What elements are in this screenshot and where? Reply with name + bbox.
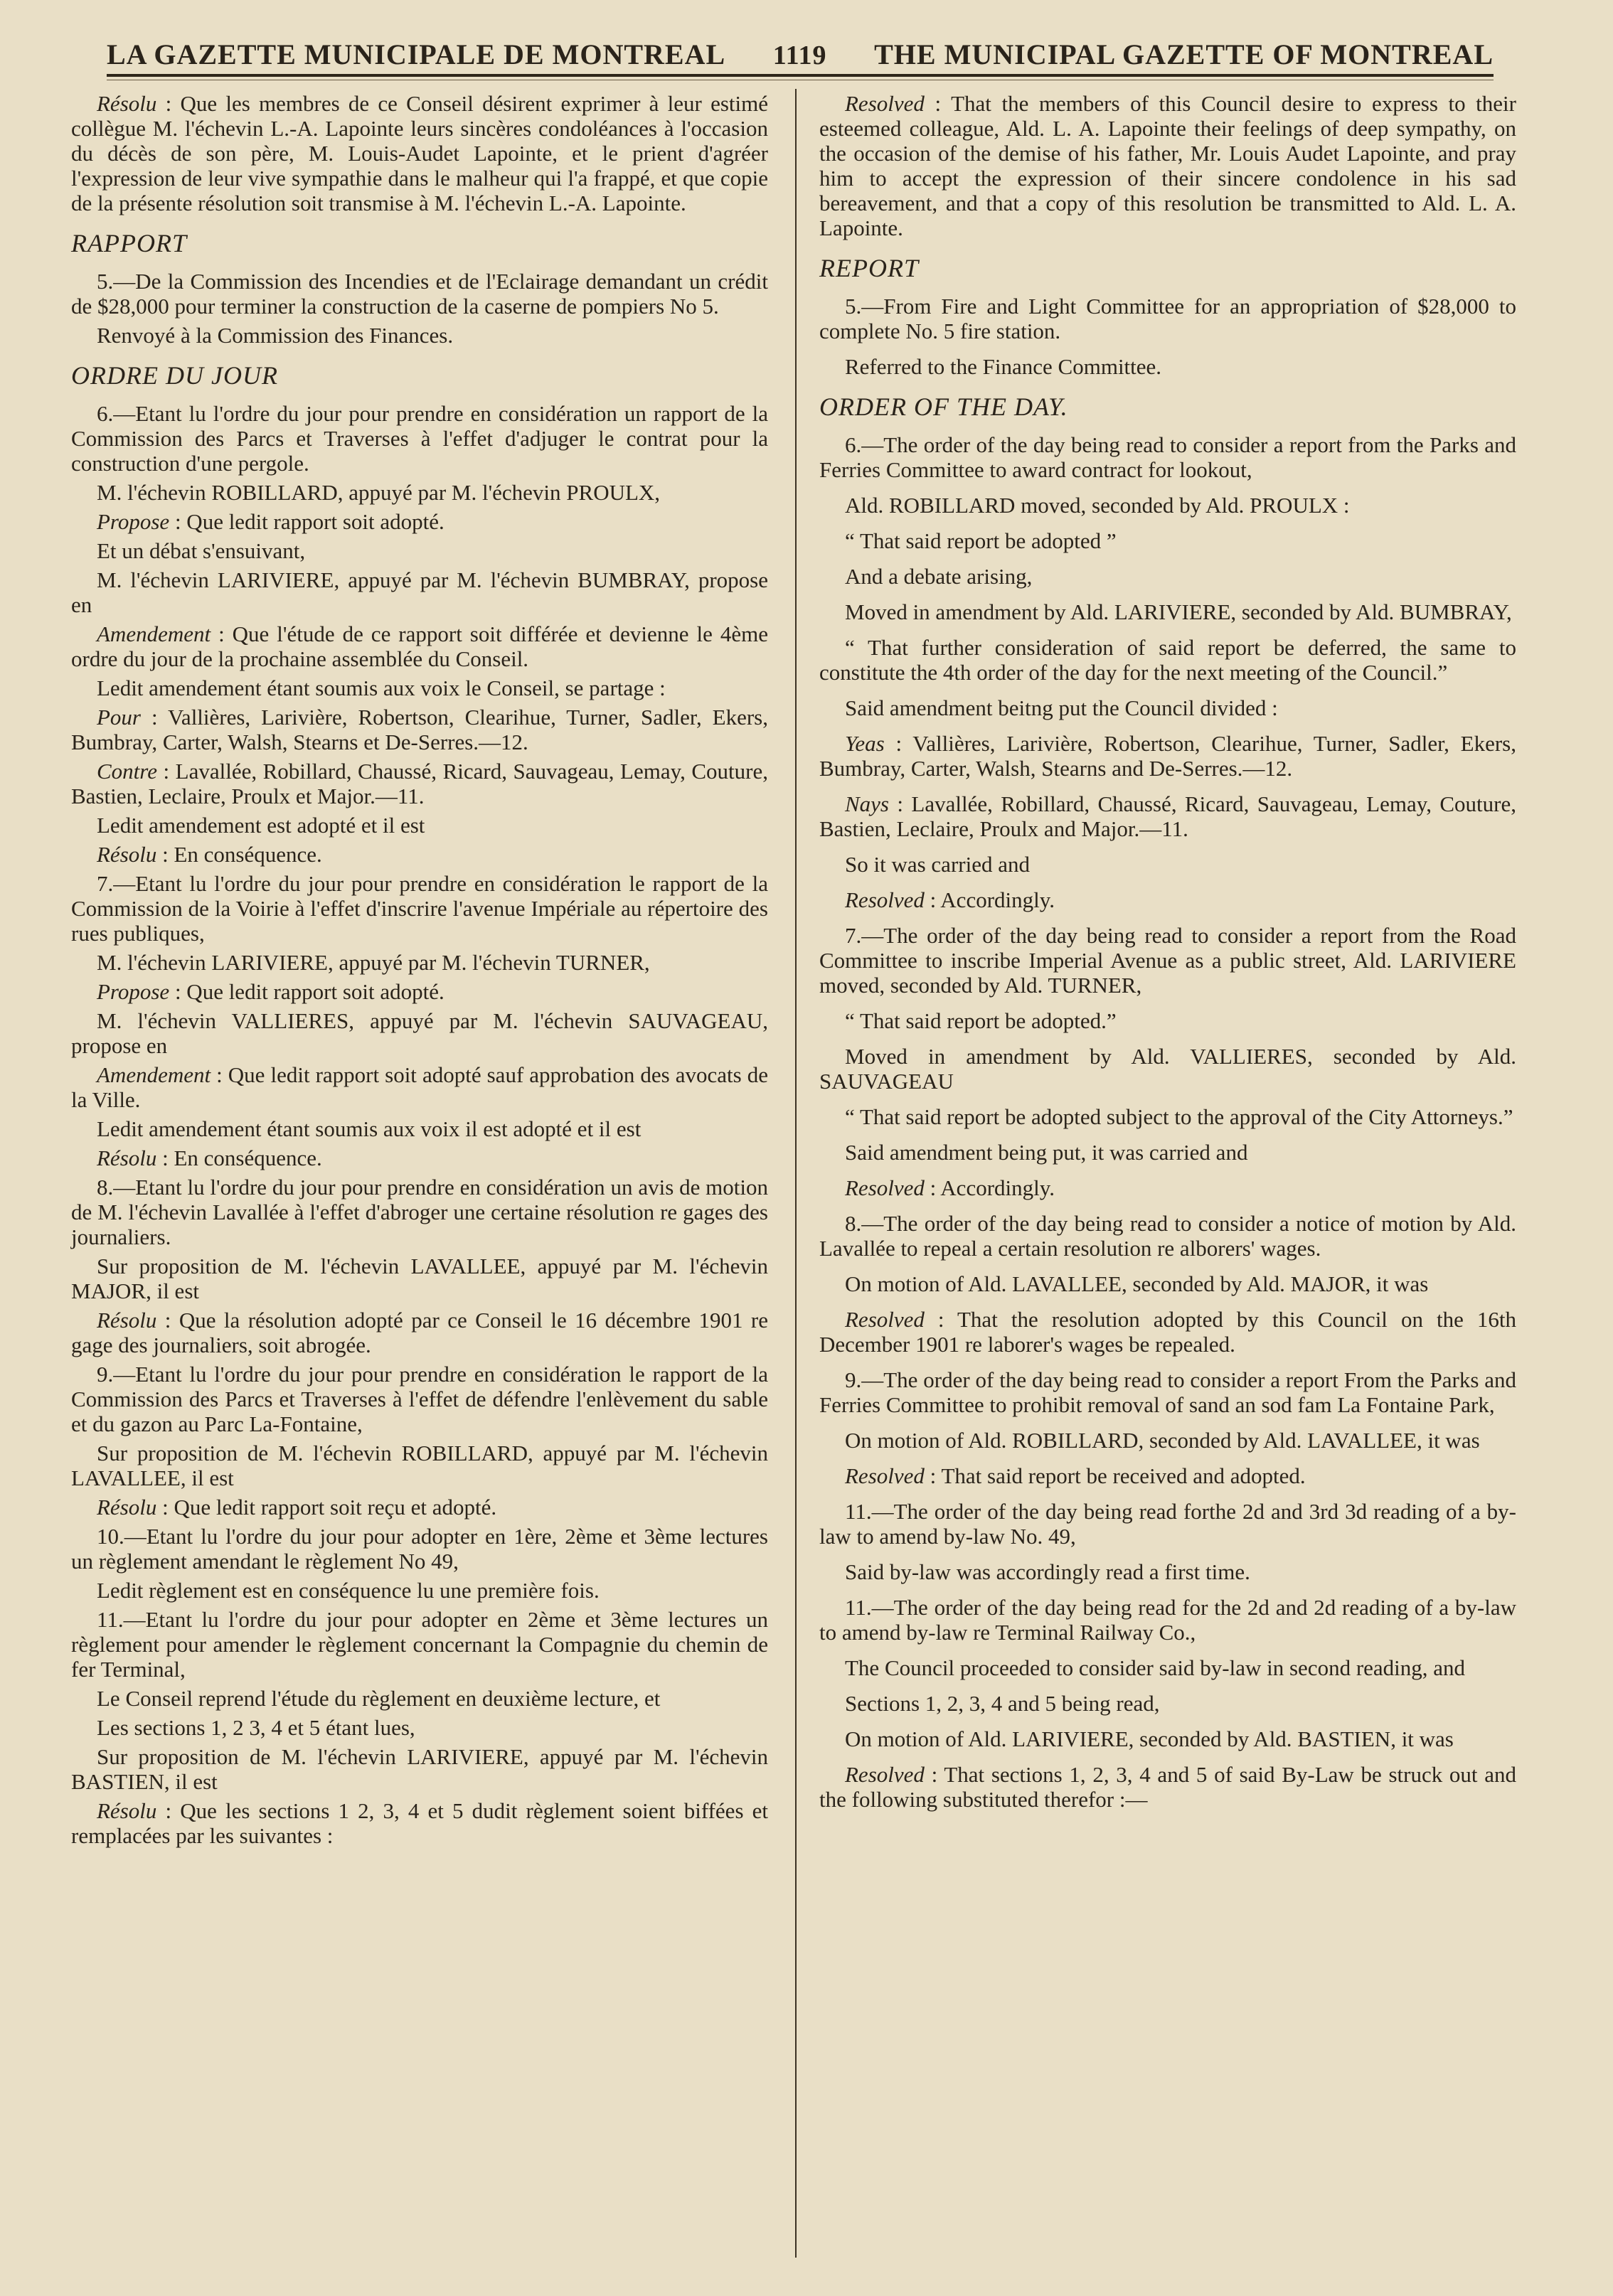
paragraph: Sections 1, 2, 3, 4 and 5 being read, xyxy=(845,1691,1160,1716)
paragraph: 9.—Etant lu l'ordre du jour pour prendre en considération le rapport de la Commission des Parcs et Traverses à l'effet de défendre l'enlèvement du sable et du gazon au Parc La-Fontaine, xyxy=(71,1362,768,1436)
label: Pour xyxy=(97,705,141,730)
page-header xyxy=(107,28,1494,71)
paragraph: “ That said report be adopted ” xyxy=(845,528,1117,553)
paragraph xyxy=(71,509,768,534)
paragraph: Ledit règlement est en conséquence lu une première fois. xyxy=(97,1578,600,1603)
paragraph xyxy=(71,842,768,867)
paragraph xyxy=(71,1308,768,1357)
text: : That the members of this Council desire to express to their esteemed colleague, Ald. L. A. Lapointe their feelings of deep sympathy, on the occasion of the demise of his father, Mr. Louis Audet Lapointe, and pray him to accept the expression of their sincere condolence in his sad bereavement, and that a copy of this resolution be transmitted to Ald. L. A. Lapointe. xyxy=(819,91,1516,240)
paragraph: And a debate arising, xyxy=(845,564,1033,589)
label: Amendement xyxy=(97,1062,211,1087)
paragraph: 6.—Etant lu l'ordre du jour pour prendre en considération un rapport de la Commission des Parcs et Traverses à l'effet d'adjuger le contrat pour la construction d'une pergole. xyxy=(71,401,768,476)
label: Resolved xyxy=(845,1463,925,1488)
label: Resolved xyxy=(845,1175,925,1200)
paragraph xyxy=(819,1175,1516,1200)
label: Propose xyxy=(97,979,170,1004)
label: Resolved xyxy=(845,1762,925,1787)
page-number: 1119 xyxy=(772,41,827,70)
text: : That said report be received and adopted. xyxy=(924,1463,1306,1488)
label: Résolu xyxy=(97,91,157,116)
text: : Accordingly. xyxy=(924,1175,1055,1200)
paragraph: Said amendment beitng put the Council divided : xyxy=(845,695,1278,720)
text: : Que l'étude de ce rapport soit différée et devienne le 4ème ordre du jour de la prochaine assemblée du Conseil. xyxy=(71,621,768,671)
section-heading: ORDER OF THE DAY. xyxy=(819,393,1068,421)
paragraph xyxy=(71,1146,768,1170)
paragraph: Et un débat s'ensuivant, xyxy=(97,538,306,563)
french-column xyxy=(71,91,768,1852)
section-heading: RAPPORT xyxy=(71,229,187,257)
text: : Que les membres de ce Conseil désirent exprimer à leur estimé collègue M. l'échevin L.-A. Lapointe leurs sincères condoléances à l'occasion du décès de son père, M. Louis-Audet Lapointe, et le prient d'agréer l'expression de leur vive sympathie dans le malheur qui l'a frappé, et que copie de la présente résolution soit transmise à M. l'échevin L.-A. Lapointe. xyxy=(71,91,768,215)
paragraph: On motion of Ald. ROBILLARD, seconded by Ald. LAVALLEE, it was xyxy=(845,1428,1480,1453)
text: : That sections 1, 2, 3, 4 and 5 of said By-Law be struck out and the following substituted therefor :— xyxy=(819,1762,1516,1812)
text: : Que les sections 1 2, 3, 4 et 5 dudit règlement soient biffées et remplacées par les suivantes : xyxy=(71,1798,768,1848)
paragraph: M. l'échevin LARIVIERE, appuyé par M. l'échevin BUMBRAY, propose en xyxy=(71,567,768,617)
label: Propose xyxy=(97,509,170,534)
paragraph xyxy=(819,1762,1516,1812)
label: Résolu xyxy=(97,1146,157,1170)
paragraph xyxy=(819,1307,1516,1357)
label: Resolved xyxy=(845,91,925,116)
paragraph xyxy=(71,979,768,1004)
label: Contre xyxy=(97,759,157,784)
paragraph xyxy=(819,1463,1516,1488)
paragraph: 8.—The order of the day being read to consider a notice of motion by Ald. Lavallée to repeal a certain resolution re alborers' wages. xyxy=(819,1211,1516,1261)
paragraph xyxy=(819,791,1516,841)
label: Résolu xyxy=(97,842,157,867)
text: : Que ledit rapport soit reçu et adopté. xyxy=(156,1495,497,1520)
paragraph: M. l'échevin LARIVIERE, appuyé par M. l'échevin TURNER, xyxy=(97,950,650,975)
paragraph xyxy=(71,1495,768,1520)
paragraph: “ That said report be adopted.” xyxy=(845,1008,1117,1033)
label: Nays xyxy=(845,791,889,816)
paragraph: Le Conseil reprend l'étude du règlement en deuxième lecture, et xyxy=(97,1686,661,1711)
label: Yeas xyxy=(845,731,885,756)
header-rule xyxy=(107,74,1494,77)
text: : That the resolution adopted by this Council on the 16th December 1901 re laborer's wages be repealed. xyxy=(819,1307,1516,1357)
label: Amendement xyxy=(97,621,211,646)
paragraph: The Council proceeded to consider said by-law in second reading, and xyxy=(845,1655,1466,1680)
paragraph: Sur proposition de M. l'échevin LARIVIERE, appuyé par M. l'échevin BASTIEN, il est xyxy=(71,1744,768,1794)
paragraph: M. l'échevin VALLIERES, appuyé par M. l'échevin SAUVAGEAU, propose en xyxy=(71,1008,768,1058)
paragraph xyxy=(71,705,768,754)
paragraph xyxy=(71,1798,768,1848)
header-english-title: THE MUNICIPAL GAZETTE OF MONTREAL xyxy=(874,38,1494,70)
paragraph: On motion of Ald. LAVALLEE, seconded by Ald. MAJOR, it was xyxy=(845,1271,1429,1296)
paragraph: “ That further consideration of said report be deferred, the same to constitute the 4th order of the day for the next meeting of the Council.” xyxy=(819,635,1516,685)
paragraph: 11.—Etant lu l'ordre du jour pour adopter en 2ème et 3ème lectures un règlement pour amender le règlement concernant la Compagnie du chemin de fer Terminal, xyxy=(71,1607,768,1682)
paragraph xyxy=(71,621,768,671)
paragraph: 5.—De la Commission des Incendies et de l'Eclairage demandant un crédit de $28,000 pour terminer la construction de la caserne de pompiers No 5. xyxy=(71,269,768,319)
paragraph: So it was carried and xyxy=(845,852,1030,877)
text: : Que ledit rapport soit adopté. xyxy=(169,979,444,1004)
paragraph: Moved in amendment by Ald. VALLIERES, seconded by Ald. SAUVAGEAU xyxy=(819,1044,1516,1094)
paragraph: M. l'échevin ROBILLARD, appuyé par M. l'échevin PROULX, xyxy=(97,480,661,505)
paragraph: Les sections 1, 2 3, 4 et 5 étant lues, xyxy=(97,1715,415,1740)
paragraph: 11.—The order of the day being read forthe 2d and 3rd 3d reading of a by-law to amend by-law No. 49, xyxy=(819,1499,1516,1549)
paragraph: Ald. ROBILLARD moved, seconded by Ald. PROULX : xyxy=(845,493,1350,518)
column-divider xyxy=(795,89,797,2258)
english-column xyxy=(819,91,1516,1822)
paragraph: Moved in amendment by Ald. LARIVIERE, seconded by Ald. BUMBRAY, xyxy=(845,599,1512,624)
text: : Accordingly. xyxy=(924,887,1055,912)
label: Resolved xyxy=(845,1307,925,1332)
text: : Que ledit rapport soit adopté. xyxy=(169,509,444,534)
label: Résolu xyxy=(97,1495,157,1520)
paragraph: Said amendment being put, it was carried and xyxy=(845,1140,1248,1165)
paragraph: Ledit amendement étant soumis aux voix le Conseil, se partage : xyxy=(97,676,666,700)
paragraph: 8.—Etant lu l'ordre du jour pour prendre en considération un avis de motion de M. l'échevin Lavallée à l'effet d'abroger une certaine résolution re gages des journaliers. xyxy=(71,1175,768,1249)
paragraph: 9.—The order of the day being read to consider a report From the Parks and Ferries Committee to prohibit removal of sand an sod fam La Fontaine Park, xyxy=(819,1367,1516,1417)
paragraph: Renvoyé à la Commission des Finances. xyxy=(97,323,454,348)
text: : Que ledit rapport soit adopté sauf approbation des avocats de la Ville. xyxy=(71,1062,768,1112)
paragraph: Ledit amendement est adopté et il est xyxy=(97,813,425,838)
paragraph: 7.—The order of the day being read to consider a report from the Road Committee to inscribe Imperial Avenue as a public street, Ald. LARIVIERE moved, seconded by Ald. TURNER, xyxy=(819,923,1516,998)
paragraph xyxy=(71,759,768,808)
paragraph: On motion of Ald. LARIVIERE, seconded by Ald. BASTIEN, it was xyxy=(845,1726,1454,1751)
paragraph xyxy=(819,887,1516,912)
text: : Lavallée, Robillard, Chaussé, Ricard, Sauvageau, Lemay, Couture, Bastien, Leclaire, Proulx et Major.—11. xyxy=(71,759,768,808)
paragraph: Ledit amendement étant soumis aux voix il est adopté et il est xyxy=(97,1116,642,1141)
label: Résolu xyxy=(97,1308,157,1333)
paragraph: 10.—Etant lu l'ordre du jour pour adopter en 1ère, 2ème et 3ème lectures un règlement amendant le règlement No 49, xyxy=(71,1524,768,1574)
label: Resolved xyxy=(845,887,925,912)
text: : Que la résolution adopté par ce Conseil le 16 décembre 1901 re gage des journaliers, soit abrogée. xyxy=(71,1308,768,1357)
paragraph: 5.—From Fire and Light Committee for an appropriation of $28,000 to complete No. 5 fire station. xyxy=(819,294,1516,343)
paragraph: Sur proposition de M. l'échevin LAVALLEE, appuyé par M. l'échevin MAJOR, il est xyxy=(71,1254,768,1303)
paragraph: 7.—Etant lu l'ordre du jour pour prendre en considération le rapport de la Commission de la Voirie à l'effet d'inscrire l'avenue Impériale au répertoire des rues publiques, xyxy=(71,871,768,946)
paragraph: 11.—The order of the day being read for the 2d and 2d reading of a by-law to amend by-law re Terminal Railway Co., xyxy=(819,1595,1516,1645)
paragraph: “ That said report be adopted subject to the approval of the City Attorneys.” xyxy=(845,1104,1513,1129)
paragraph: Said by-law was accordingly read a first time. xyxy=(845,1559,1250,1584)
paragraph: Sur proposition de M. l'échevin ROBILLARD, appuyé par M. l'échevin LAVALLEE, il est xyxy=(71,1441,768,1490)
text: : Vallières, Larivière, Robertson, Clearihue, Turner, Sadler, Ekers, Bumbray, Carter, Walsh, Stearns and De-Serres.—12. xyxy=(819,731,1516,781)
paragraph xyxy=(819,731,1516,781)
header-french-title: LA GAZETTE MUNICIPALE DE MONTREAL xyxy=(107,38,726,70)
paragraph xyxy=(71,91,768,215)
section-heading: ORDRE DU JOUR xyxy=(71,361,278,390)
paragraph xyxy=(819,91,1516,240)
text: : Lavallée, Robillard, Chaussé, Ricard, Sauvageau, Lemay, Couture, Bastien, Leclaire, Proulx and Major.—11. xyxy=(819,791,1516,841)
text: : Vallières, Larivière, Robertson, Clearihue, Turner, Sadler, Ekers, Bumbray, Carter, Walsh, Stearns et De-Serres.—12. xyxy=(71,705,768,754)
label: Résolu xyxy=(97,1798,157,1823)
text: : En conséquence. xyxy=(156,842,322,867)
paragraph xyxy=(71,1062,768,1112)
paragraph: 6.—The order of the day being read to consider a report from the Parks and Ferries Committee to award contract for lookout, xyxy=(819,432,1516,482)
section-heading: REPORT xyxy=(819,254,919,282)
text: : En conséquence. xyxy=(156,1146,322,1170)
paragraph: Referred to the Finance Committee. xyxy=(845,354,1162,379)
